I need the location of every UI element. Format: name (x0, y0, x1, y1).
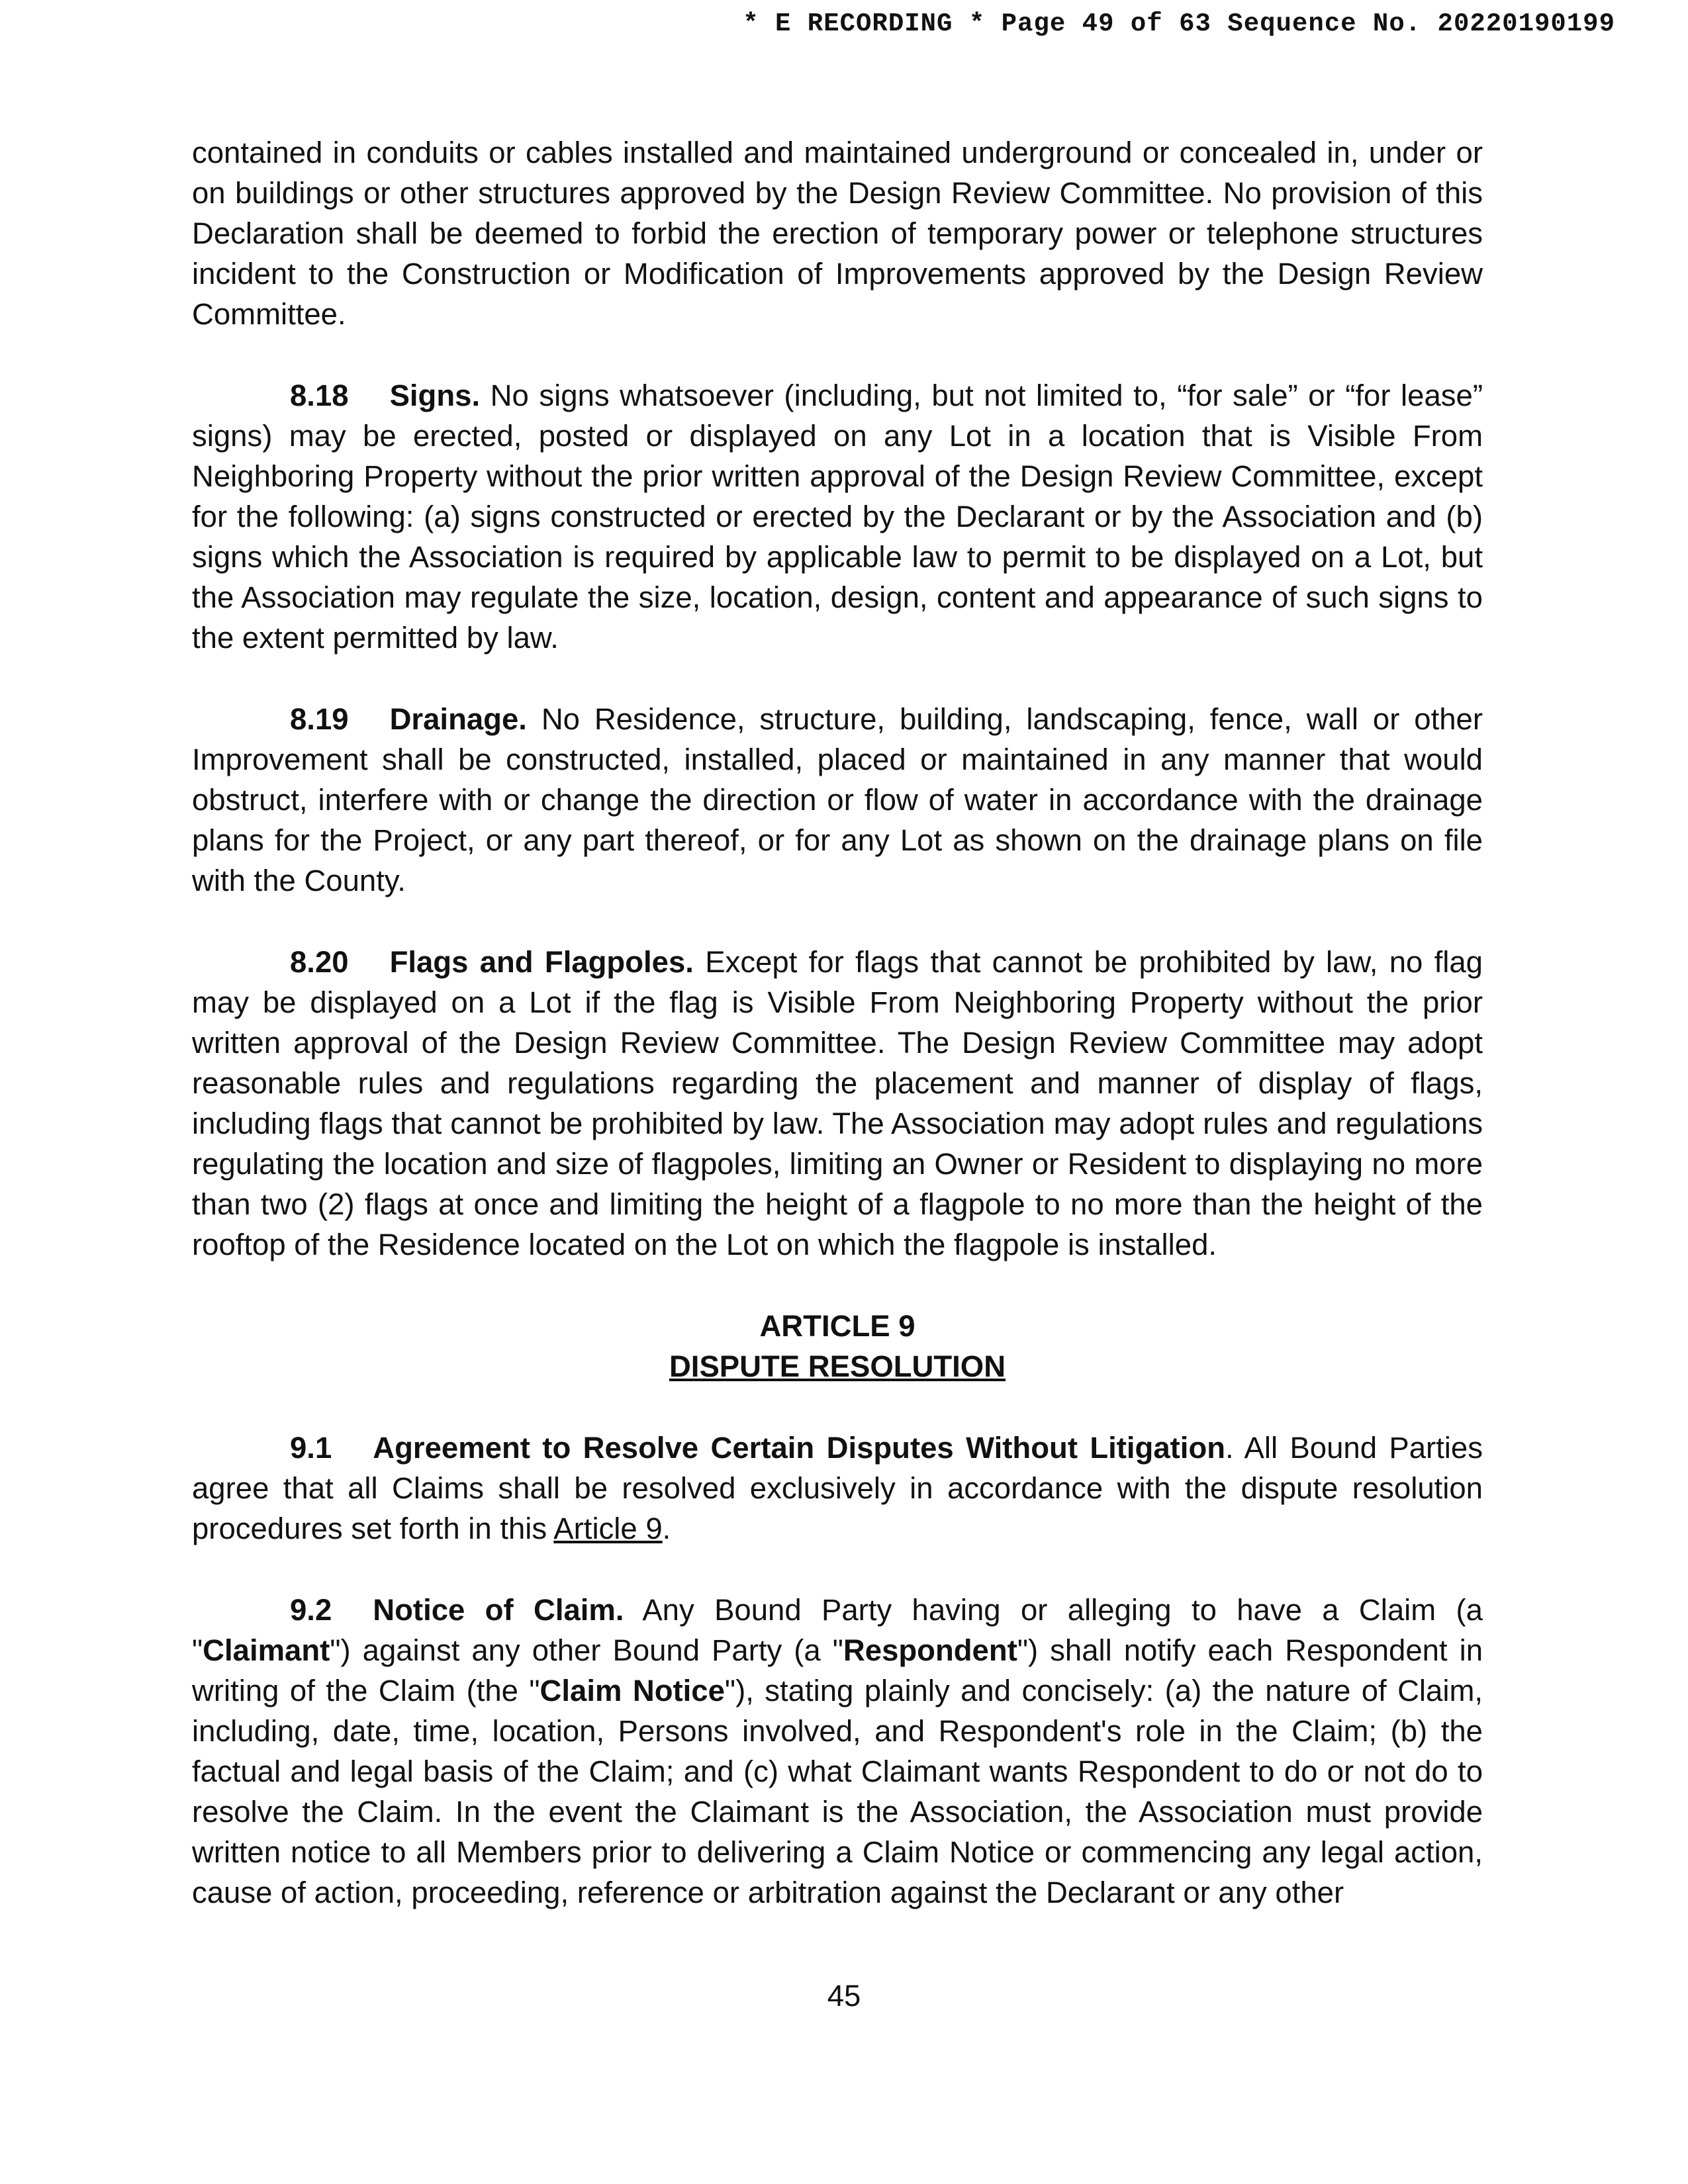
section-title: Agreement to Resolve Certain Disputes Without Litigation (373, 1431, 1226, 1465)
page-number: 45 (827, 1979, 861, 2013)
section-text: . All Bound Parties agree that all Claims shall be resolved exclusively in accordance with the dispute resolution procedures set forth in this (192, 1431, 1483, 1545)
section-title: Flags and Flagpoles. (389, 945, 694, 979)
section-title: Signs. (389, 379, 481, 412)
section-9-2 (192, 1590, 1483, 1913)
section-number: 8.19 (290, 702, 349, 736)
section-text: "), stating plainly and concisely: (a) the nature of Claim, including, date, time, location, Persons involved, and Respondent's role in the Claim; (b) the factual and legal basis of the Claim; and (c) what Claimant wants Respondent to do or not do to resolve the Claim. In the event the Claimant is the Association, the Association must provide written notice to all Members prior to delivering a Claim Notice or commencing any legal action, cause of action, proceeding, reference or arbitration against the Declarant or any other (192, 1674, 1483, 1909)
section-text: No signs whatsoever (including, but not limited to, “for sale” or “for lease” signs) may be erected, posted or displayed on any Lot in a location that is Visible From Neighboring Property without the prior written approval of the Design Review Committee, except for the following: (a) signs constructed or erected by the Declarant or by the Association and (b) signs which the Association is required by applicable law to permit to be displayed on a Lot, but the Association may regulate the size, location, design, content and appearance of such signs to the extent permitted by law. (192, 379, 1483, 655)
section-text-end: . (662, 1512, 671, 1545)
section-text: ") against any other Bound Party (a " (330, 1633, 843, 1667)
section-8-20 (192, 942, 1483, 1265)
section-text: Any Bound Party having or alleging to have a Claim (a " (192, 1593, 1483, 1667)
section-title: Notice of Claim. (373, 1593, 624, 1627)
article-number: ARTICLE 9 (759, 1309, 915, 1343)
defined-term-claim-notice: Claim Notice (539, 1674, 725, 1707)
section-8-18 (192, 375, 1483, 658)
section-8-19 (192, 699, 1483, 901)
article-title: DISPUTE RESOLUTION (669, 1349, 1006, 1383)
section-title: Drainage. (389, 702, 527, 736)
defined-term-respondent: Respondent (843, 1633, 1017, 1667)
paragraph-continuation: contained in conduits or cables installed and maintained underground or concealed in, under or on buildings or other structures approved by the Design Review Committee. No provision of this Declaration shall be deemed to forbid the erection of temporary power or telephone structures incident to the Construction or Modification of Improvements approved by the Design Review Committee. (192, 136, 1483, 331)
document-page (192, 132, 1483, 1954)
section-text: Except for flags that cannot be prohibited by law, no flag may be displayed on a Lot if the flag is Visible From Neighboring Property without the prior written approval of the Design Review Committee. The Design Review Committee may adopt reasonable rules and regulations regarding the placement and manner of display of flags, including flags that cannot be prohibited by law. The Association may adopt rules and regulations regulating the location and size of flagpoles, limiting an Owner or Resident to displaying no more than two (2) flags at once and limiting the height of a flagpole to no more than the height of the rooftop of the Residence located on the Lot on which the flagpole is installed. (192, 945, 1483, 1261)
section-9-1 (192, 1428, 1483, 1549)
article-heading (192, 1306, 1483, 1387)
article-reference-link: Article 9 (553, 1512, 663, 1545)
recording-header: * E RECORDING * Page 49 of 63 Sequence No. 20220190199 (743, 9, 1615, 38)
section-text: ") shall notify each Respondent in writing of the Claim (the " (192, 1633, 1483, 1707)
section-number: 9.2 (290, 1593, 332, 1627)
section-text: No Residence, structure, building, landscaping, fence, wall or other Improvement shall be constructed, installed, placed or maintained in any manner that would obstruct, interfere with or change the direction or flow of water in accordance with the drainage plans for the Project, or any part thereof, or for any Lot as shown on the drainage plans on file with the County. (192, 702, 1483, 897)
section-number: 8.20 (290, 945, 349, 979)
section-number: 8.18 (290, 379, 349, 412)
defined-term-claimant: Claimant (203, 1633, 330, 1667)
section-number: 9.1 (290, 1431, 332, 1465)
